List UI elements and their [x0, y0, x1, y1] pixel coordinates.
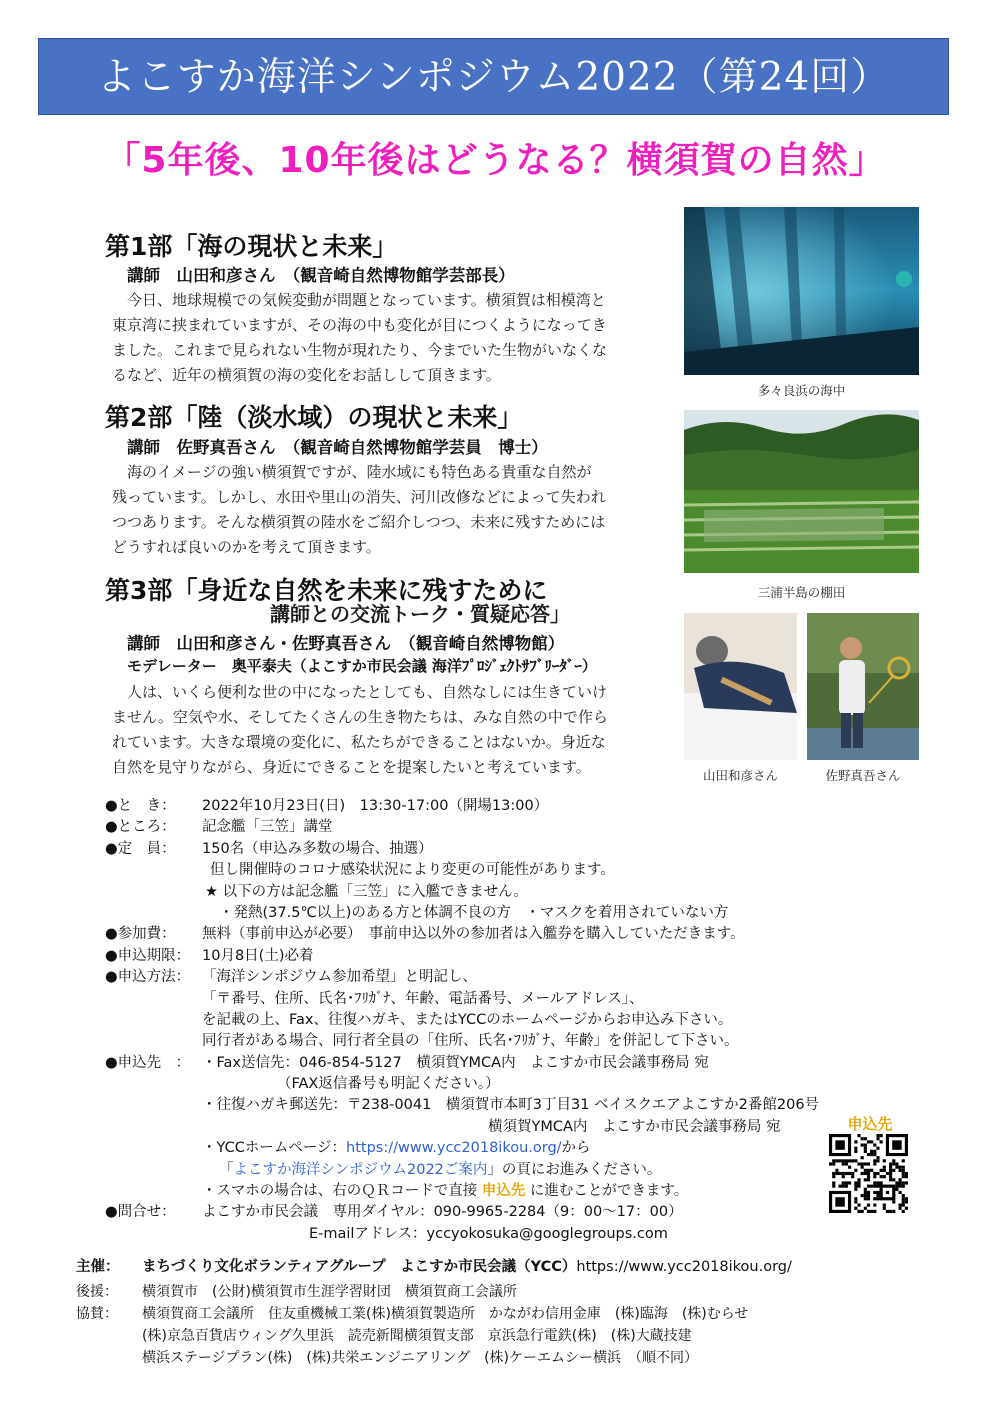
apply-web-page: 「よこすか海洋シンポジウム2022ご案内」の頁にお進みください。	[219, 1161, 662, 1178]
apply-mail: ・往復ハガキ郵送先：〒238-0041 横須賀市本町3丁目31 ベイスクエアよこすか2番館206号	[202, 1097, 820, 1114]
part1-description: 今日、地球規模での気候変動が問題となっています。横須賀は相模湾と 東京湾に挟まれていますが、その海の中も変化が目につくようになってき ました。これまで見られない生物が現れたり、今までいた生物がいなくな るなど、近年の横須賀の海の変化をお話しして頂きます。	[112, 291, 608, 384]
qr-code[interactable]	[829, 1134, 908, 1213]
sano-photo	[807, 613, 919, 760]
symposium-page-link[interactable]: よこすか海洋シンポジウム2022ご案内	[233, 1161, 488, 1178]
sea-photo-caption: 多々良浜の海中	[757, 383, 846, 398]
host-line	[76, 1255, 792, 1276]
contact-label: ●問合せ：	[105, 1204, 176, 1221]
date-value: 2022年10月23日(日) 13:30-17:00（開場13:00）	[202, 798, 549, 814]
apply-mail-recipient: 横須賀YMCA内 よこすか市民会議事務局 宛	[488, 1118, 781, 1135]
event-title-banner: よこすか海洋シンポジウム2022（第24回）	[38, 38, 949, 115]
place-value: 記念艦「三笠」講堂	[202, 819, 333, 836]
method-line: を記載の上、Fax、往復ハガキ、またはYCCのホームページからお申込み下さい。	[202, 1011, 733, 1028]
sponsor-line-3: 横浜ステージプラン(株) (株)共栄エンジニアリング (株)ケーエムシー横浜 （順不同）	[142, 1350, 699, 1366]
contact-email: E-mailアドレス：yccyokosuka@googlegroups.com	[309, 1225, 668, 1242]
apply-label: ●申込先 ：	[105, 1054, 191, 1071]
part1-lecturer: 講師 山田和彦さん （観音崎自然博物館学芸部長）	[127, 266, 515, 285]
part2-lecturer: 講師 佐野真吾さん （観音崎自然博物館学芸員 博士）	[127, 438, 548, 457]
capacity-value: 150名（申込み多数の場合、抽選）	[202, 840, 433, 857]
rice-terrace-photo	[684, 410, 919, 573]
rice-terrace-caption: 三浦半島の棚田	[757, 585, 846, 600]
boarding-restriction: ★ 以下の方は記念艦「三笠」に入艦できません。	[205, 883, 528, 900]
method-label: ●申込方法：	[105, 969, 191, 986]
sea-photo	[684, 207, 919, 375]
apply-smartphone: ・スマホの場合は、右のＱＲコードで直接 申込先 に進むことができます。	[202, 1183, 689, 1200]
sponsor-value: 横須賀商工会議所 住友重機械工業(株)横須賀製造所 かながわ信用金庫 (株)臨海 (株)むらせ	[142, 1306, 749, 1322]
fee-value: 無料（事前申込が必要） 事前申込以外の参加者は入艦券を購入していただきます。	[202, 926, 745, 943]
part3-title-line2: 講師との交流トーク・質疑応答」	[270, 602, 570, 626]
sponsor-label: 協賛：	[76, 1306, 118, 1322]
support-line	[76, 1281, 517, 1301]
part1-title: 第1部「海の現状と未来」	[105, 232, 398, 261]
capacity-note: 但し開催時のコロナ感染状況により変更の可能性があります。	[210, 862, 615, 879]
yamada-photo	[684, 613, 797, 760]
method-line: 同行者がある場合、同行者全員の「住所、氏名･ﾌﾘｶﾞﾅ、年齢」を併記して下さい。	[202, 1033, 739, 1050]
boarding-restriction-detail: ・発熱(37.5℃以上)のある方と体調不良の方 ・マスクを着用されていない方	[219, 904, 729, 921]
qr-label: 申込先	[847, 1115, 893, 1133]
deadline-value: 10月8日(土)必着	[202, 947, 314, 964]
yamada-caption: 山田和彦さん	[702, 768, 778, 783]
part2-title: 第2部「陸（淡水域）の現状と未来」	[105, 403, 523, 432]
part3-description: 人は、いくら便利な世の中になったとしても、自然なしには生きていけ ません。空気や水、そしてたくさんの生き物たちは、みな自然の中で作ら れています。大きな環境の変化に、私たちができることはないか。身近な 自然を見守りながら、身近にできることを提案したいと考えています。	[112, 683, 608, 776]
host-value: まちづくり文化ボランティアグループ よこすか市民会議（YCC）	[142, 1259, 577, 1275]
place-label: ●ところ：	[105, 819, 176, 836]
part3-title: 第3部「身近な自然を未来に残すために	[105, 576, 548, 605]
part3-lecturer: 講師 山田和彦さん・佐野真吾さん （観音崎自然博物館）	[127, 634, 565, 653]
method-line: 「〒番号、住所、氏名･ﾌﾘｶﾞﾅ、年齢、電話番号、メールアドレス」、	[202, 990, 644, 1007]
capacity-label: ●定 員：	[105, 840, 176, 857]
sano-caption: 佐野真吾さん	[825, 768, 901, 783]
apply-web: ・YCCホームページ：https://www.ycc2018ikou.org/から	[202, 1140, 591, 1157]
support-value: 横須賀市 (公財)横須賀市生涯学習財団 横須賀商工会議所	[142, 1284, 517, 1300]
host-label: 主催：	[76, 1259, 120, 1275]
ycc-website-link[interactable]: https://www.ycc2018ikou.org/	[346, 1140, 562, 1157]
part3-moderator: モデレーター 奥平泰夫（よこすか市民会議 海洋ﾌﾟﾛｼﾞｪｸﾄｻﾌﾞﾘｰﾀﾞｰ）	[127, 657, 597, 675]
sponsor-line-2: (株)京急百貨店ウィング久里浜 読売新聞横須賀支部 京浜急行電鉄(株) (株)大蔵技建	[142, 1328, 692, 1344]
event-subtitle: 「5年後、10年後はどうなる？横須賀の自然」	[104, 140, 886, 181]
sponsor-line	[76, 1303, 748, 1323]
support-label: 後援：	[76, 1284, 118, 1300]
apply-fax: ・Fax送信先：046-854-5127 横須賀YMCA内 よこすか市民会議事務局 宛	[202, 1054, 709, 1071]
apply-fax-note: （FAX返信番号も明記ください。）	[277, 1076, 500, 1093]
part2-description: 海のイメージの強い横須賀ですが、陸水域にも特色ある貴重な自然が 残っています。しかし、水田や里山の消失、河川改修などによって失われ つつあります。そんな横須賀の陸水をご紹介しつつ、未来に残すためには どうすれば良いのかを考えて頂きます。	[112, 463, 606, 556]
host-url[interactable]: https://www.ycc2018ikou.org/	[576, 1259, 792, 1275]
fee-label: ●参加費：	[105, 926, 176, 943]
contact-value: よこすか市民会議 専用ダイヤル：090-9965-2284（9：00～17：00）	[202, 1204, 683, 1221]
date-label: ●と き：	[105, 798, 176, 814]
method-line: 「海洋シンポジウム参加希望」と明記し、	[202, 969, 477, 986]
deadline-label: ●申込期限：	[105, 947, 191, 964]
